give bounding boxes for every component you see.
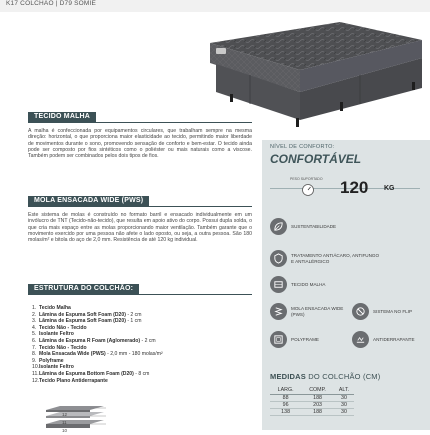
feature-label: SISTEMA NO FLIP (373, 308, 413, 314)
section-divider (28, 294, 252, 295)
section-divider (28, 206, 252, 207)
weight-block (270, 178, 420, 200)
list-item: 9. Polyframe (32, 357, 64, 364)
feature-mola (270, 303, 352, 320)
fabric-icon (270, 276, 287, 293)
measures-title-rest: DO COLCHÃO (CM) (306, 372, 381, 381)
section-title-mola: MOLA ENSACADA WIDE (PWS) (28, 196, 149, 206)
table-cell: 30 (334, 401, 354, 408)
feature-no-flip (352, 303, 426, 320)
weight-caption: PESO SUPORTADO (290, 177, 323, 181)
feature-antiderrapante (352, 331, 415, 348)
table-cell: 30 (334, 409, 354, 416)
frame-icon (270, 331, 287, 348)
comfort-label: NÍVEL DE CONFORTO: (270, 144, 335, 150)
feature-label: SUSTENTABILIDADE (291, 223, 337, 229)
section-title-estrutura: ESTRUTURA DO COLCHÃO: (28, 284, 139, 294)
list-item: 1. Tecido Malha (32, 305, 71, 311)
table-cell: 138 (270, 409, 301, 416)
section-divider (28, 122, 252, 123)
table-cell: 88 (270, 394, 301, 401)
product-codes: K17 COLCHÃO | D79 SOMIE (6, 0, 97, 7)
weight-unit: KG (384, 185, 395, 192)
feature-label: ANTIDERRAPANTE (373, 336, 415, 342)
measures-title-bold: MEDIDAS (270, 372, 306, 381)
layer-number: 10 (62, 428, 68, 433)
feature-label: TECIDO MALHA (291, 281, 326, 287)
list-item: 3. Lâmina de Espuma Soft Foam (D20) - 1 cm (32, 318, 142, 325)
structure-list (32, 305, 163, 384)
table-cell: 30 (334, 394, 354, 401)
table-row (270, 409, 354, 416)
feature-polyframe (270, 331, 319, 348)
table-row (270, 394, 354, 401)
feature-label: POLYFRAME (291, 336, 319, 342)
spring-icon (270, 303, 287, 320)
table-row (270, 401, 354, 408)
column-header: COMP. (301, 387, 334, 394)
feature-tratamento (270, 250, 380, 267)
table-cell: 188 (301, 394, 334, 401)
tecido-malha-text: A malha é confeccionada por equipamentos circulares, que trabalham sempre na mesma direção: horizontal, o que proporciona maior elasticidade ao tecido, permitindo maior liberdade de movimentos durante o sono, promovendo sensação de conforto e bem-estar. O tecido ainda pode ser composto por fios sintéticos como o poliéster ou mais naturais como a viscose. Também podem ser combinados pelos dois tipos de fios. (28, 128, 252, 160)
list-item: 2. Lâmina de Espuma Soft Foam (D20) - 2 cm (32, 311, 142, 318)
mattress-image (190, 8, 430, 140)
layer-number: 12 (62, 412, 68, 417)
shield-icon (270, 250, 287, 267)
leaf-icon (270, 218, 287, 235)
feature-sustentabilidade (270, 218, 336, 235)
table-cell: 96 (270, 401, 301, 408)
list-item: 4. Tecido Não - Tecido (32, 324, 87, 331)
scale-icon (294, 182, 322, 196)
table-cell: 188 (301, 409, 334, 416)
anti-slip-icon (352, 331, 369, 348)
feature-label: TRATAMENTO ANTIÁCARO, ANTIFUNGO E ANTIALÉRGICO (291, 253, 380, 264)
list-item: 12.Tecido Plano Antiderrapante (32, 377, 108, 384)
list-item: 5. Isolante Feltro (32, 331, 74, 338)
table-cell: 203 (301, 401, 334, 408)
no-flip-icon (352, 303, 369, 320)
weight-value: 120 (340, 178, 369, 197)
list-item: 6. Lâmina de Espuma R Foam (Aglomerado) - 2 cm (32, 337, 156, 344)
list-item: 7. Tecido Não - Tecido (32, 344, 87, 351)
comfort-value: CONFORTÁVEL (270, 152, 362, 166)
list-item: 8. Mola Ensacada Wide (PWS) - 2,0 mm - 180 molas/m² (32, 351, 163, 358)
table-header-row (270, 387, 354, 394)
measures-title (270, 372, 380, 381)
mola-text: Este sistema de molas é construído no formato barril e ensacado individualmente em um invólucro de TNT (Tecido-não-tecido), que resulta em apoio ativo do corpo. Possui dupla solda, o que cria mais espaço entre as molas proporcionando maior ventilação. Também garante que o movimento exercido por uma pessoa não afete o lado oposto, ou seja, a outra pessoa. São 180 molas/m² e bitola do aço de 2,0 mm. Resistência de até 120 kg individual. (28, 212, 252, 244)
measures-table (270, 387, 354, 416)
feature-tecido-malha (270, 276, 325, 293)
mattress-layers-image (44, 404, 144, 430)
section-title-tecido-malha: TECIDO MALHA (28, 112, 96, 122)
layer-number: 11 (62, 420, 67, 425)
column-header: ALT. (334, 387, 354, 394)
layer-numbers (62, 411, 67, 435)
feature-label: MOLA ENSACADA WIDE (PWS) (291, 306, 344, 317)
list-item: 10.Isolante Feltro (32, 364, 74, 371)
column-header: LARG. (270, 387, 301, 394)
list-item: 11.Lâmina de Espuma Bottom Foam (D20) - 8 cm (32, 370, 150, 377)
